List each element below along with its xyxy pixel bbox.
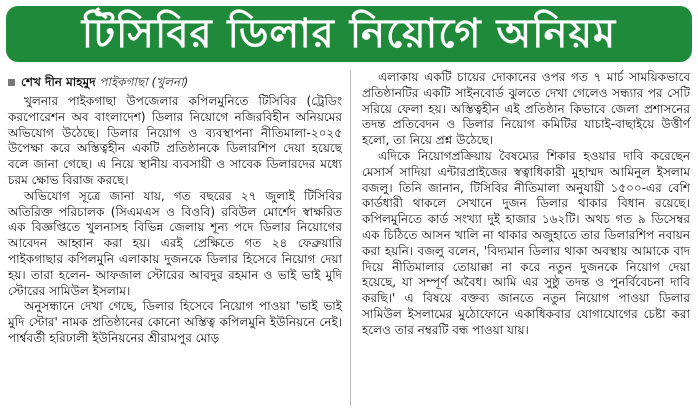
headline-banner (6, 6, 692, 62)
paragraph: খুলনার পাইকগাছা উপজেলার কপিলমুনিতে টিসিবির (ট্রেডিং করপোরেশন অব বাংলাদেশ) ডিলার নিয়োগে নজিরবিহীন অনিয়মের অভিযোগ উঠেছে। ডিলার নিয়োগ ও ব্যবস্থাপনা নীতিমালা-২০২৫ উপেক্ষা করে অস্তিত্বহীন একটি প্রতিষ্ঠানকে ডিলারশিপ দেয়া হয়েছে বলে জানা গেছে। এ নিয়ে স্থানীয় ব্যবসায়ী ও সাবেক ডিলারদের মধ্যে চরম ক্ষোভ বিরাজ করছে। (8, 94, 342, 187)
paragraph: এলাকায় একটি চায়ের দোকানের ওপর গত ৭ মার্চ সাময়িকভাবে প্রতিষ্ঠানটির একটি সাইনবোর্ড ঝুলতে দেখা গেলেও সন্ধ্যার পর সেটি সরিয়ে ফেলা হয়। অস্তিত্বহীন এই প্রতিষ্ঠান কিভাবে জেলা প্রশাসনের তদন্ত প্রতিবেদন ও ডিলার নিয়োগ কমিটির যাচাই-বাছাইয়ে উত্তীর্ণ হলো, তা নিয়ে প্রশ্ন উঠেছে। (362, 70, 690, 148)
column-divider (350, 70, 351, 406)
byline-bullet-icon (8, 79, 15, 86)
article-column-left (8, 94, 342, 347)
byline-author: শেখ দীন মাহমুদ (21, 75, 96, 89)
paragraph: এদিকে নিয়োগপ্রক্রিয়ায় বৈষম্যের শিকার হওয়ার দাবি করেছেন মেসার্স সাদিয়া এন্টারপ্রাইজের স্বত্বাধিকারী মুহাম্মদ আমিনুল ইসলাম বজলু। তিনি জানান, টিসিবির নীতিমালা অনুযায়ী ১৫০০-এর বেশি কার্ডধারী থাকলে সেখানে দুজন ডিলার থাকার বিধান রয়েছে। কপিলমুনিতে কার্ড সংখ্যা দুই হাজার ১৬২টি। অথচ গত ৯ ডিসেম্বর এক চিঠিতে আসন খালি না থাকার অজুহাতে তার ডিলারশিপ নবায়ন করা হয়নি। বজলু বলেন, 'বিদ্যমান ডিলার থাকা অবস্থায় আমাকে বাদ দিয়ে নীতিমালার তোয়াক্কা না করে নতুন দুজনকে নিয়োগ দেয়া হয়েছে, যা সম্পূর্ণ অবৈধ। আমি এর সুষ্ঠু তদন্ত ও পুনর্বিবেচনা দাবি করছি।' এ বিষয়ে বক্তব্য জানতে নতুন নিয়োগ পাওয়া ডিলার সামিউল ইসলামের মুঠোফোনে একাধিকবার যোগাযোগের চেষ্টা করা হলেও তার নম্বরটি বন্ধ পাওয়া যায়। (362, 148, 690, 337)
paragraph: অভিযোগ সূত্রে জানা যায়, গত বছরের ২৭ জুলাই টিসিবির অতিরিক্ত পরিচালক (সিএমএস ও বিওবি) রবিউল মোর্শেদ স্বাক্ষরিত এক বিজ্ঞপ্তিতে খুলনাসহ বিভিন্ন জেলায় শূন্য পদে ডিলার নিয়োগের আবেদন আহ্বান করা হয়। এরই প্রেক্ষিতে গত ২৪ ফেব্রুয়ারি পাইকগাছার কপিলমুনি এলাকায় দুজনকে ডিলার হিসেবে নিয়োগ দেয়া হয়। তারা হলেন- আফজাল স্টোরের আবদুর রহমান ও ভাই ভাই মুদি স্টোরের সামিউল ইসলাম। (8, 188, 342, 298)
byline (8, 74, 188, 90)
byline-location: পাইকগাছা (খুলনা) (99, 75, 189, 89)
headline: টিসিবির ডিলার নিয়োগে অনিয়ম (81, 11, 617, 57)
article-column-right (362, 70, 690, 339)
paragraph: অনুসন্ধানে দেখা গেছে, ডিলার হিসেবে নিয়োগ পাওয়া 'ভাই ভাই মুদি স্টোর' নামক প্রতিষ্ঠানের কোনো অস্তিত্ব কপিলমুনি ইউনিয়নে নেই। পার্শ্ববর্তী হরিঢালী ইউনিয়নের শ্রীরামপুর মোড় (8, 299, 342, 345)
